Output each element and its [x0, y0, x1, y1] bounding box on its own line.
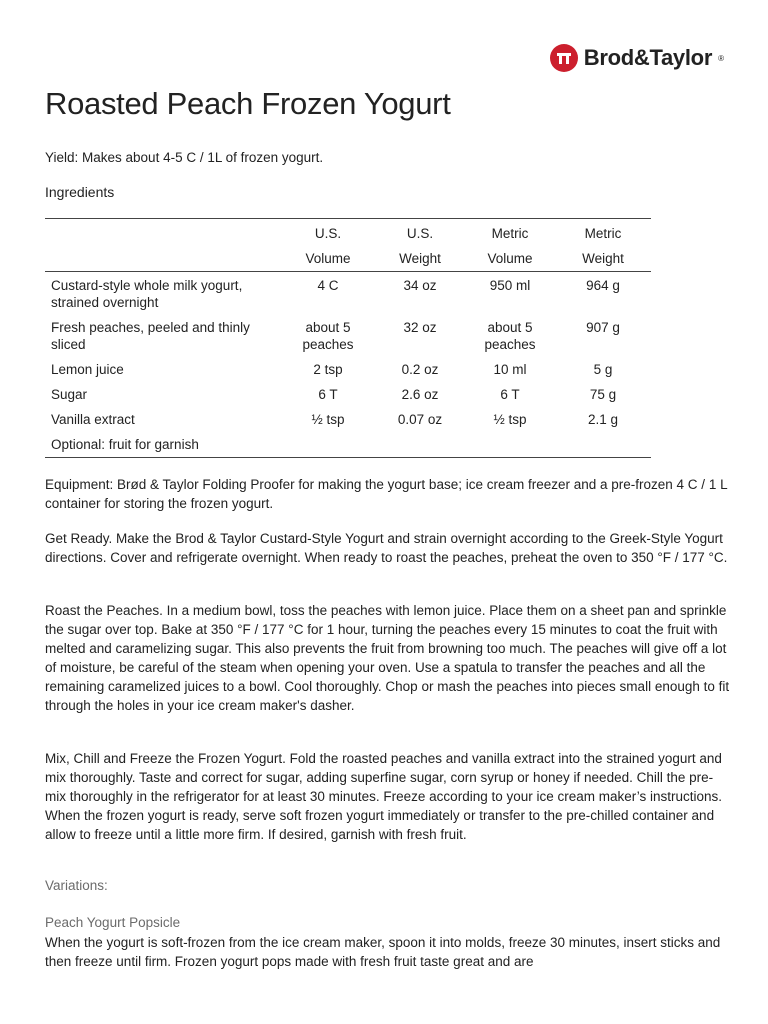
mix-paragraph: Mix, Chill and Freeze the Frozen Yogurt. Fold the roasted peaches and vanilla extract into the strained yogurt and mix thoroughly. Taste and correct for sugar, adding superfine sugar, corn syrup or honey if needed. Chill the pre-mix thoroughly in the refrigerator for at least 30 minutes. Freeze according to your ice cream maker’s instructions. When the frozen yogurt is ready, serve soft frozen yogurt immediately or transfer to the pre-chilled container and allow to freeze until a little more firm. If desired, garnish with fresh fruit. — [45, 751, 723, 842]
table-header-row-bottom — [45, 246, 651, 272]
brand-mark-icon — [550, 44, 578, 72]
us-weight-cell: 0.2 oz — [401, 362, 439, 377]
metric-volume-cell: 6 T — [500, 387, 520, 402]
us-volume-cell: about 5 peaches — [302, 320, 354, 352]
ingredient-name: Sugar — [51, 387, 88, 402]
equipment-paragraph: Equipment: Brød & Taylor Folding Proofer for making the yogurt base; ice cream freezer and a pre-frozen 4 C / 1 L container for storing the frozen yogurt. — [45, 477, 728, 511]
table-row — [45, 407, 651, 432]
table-header-row-top — [45, 219, 651, 247]
yield-text: Yield: Makes about 4-5 C / 1L of frozen yogurt. — [45, 150, 324, 165]
ingredient-name: Vanilla extract — [51, 412, 135, 427]
column-header: U.S. — [406, 226, 434, 241]
column-header: Metric — [491, 226, 529, 241]
ingredient-name: Optional: fruit for garnish — [51, 437, 199, 452]
table-row — [45, 315, 651, 357]
registered-mark: ® — [718, 53, 724, 63]
metric-weight-cell: 964 g — [586, 278, 620, 293]
roast-paragraph: Roast the Peaches. In a medium bowl, toss the peaches with lemon juice. Place them on a sheet pan and sprinkle the sugar over top. Bake at 350 °F / 177 °C for 1 hour, turning the peaches every 15 minutes to coat the fruit with melted and caramelizing sugar. This also prevents the fruit from browning too much. The peaches will give off a lot of moisture, be careful of the steam when opening your oven. Use a spatula to transfer the peaches and all the remaining caramelized juices to a bowl. Cool thoroughly. Chop or mash the peaches into pieces small enough to fit through the holes in your ice cream maker's dasher. — [45, 603, 730, 713]
us-volume-cell: 4 C — [317, 278, 339, 293]
ingredient-name: Custard-style whole milk yogurt, strained overnight — [51, 278, 243, 310]
us-weight-cell: 2.6 oz — [401, 387, 439, 402]
metric-weight-cell: 5 g — [593, 362, 613, 377]
page-title: Roasted Peach Frozen Yogurt — [45, 86, 451, 121]
popsicle-heading: Peach Yogurt Popsicle — [45, 915, 181, 930]
table-row — [45, 382, 651, 407]
metric-volume-cell: about 5 peaches — [484, 320, 536, 352]
column-header: Volume — [465, 246, 555, 272]
column-header: Weight — [555, 246, 651, 272]
metric-volume-cell: ½ tsp — [493, 412, 527, 427]
popsicle-paragraph: When the yogurt is soft-frozen from the ice cream maker, spoon it into molds, freeze 30 minutes, insert sticks and then freeze until firm. Frozen yogurt pops made with fresh fruit taste great and are — [45, 935, 721, 969]
us-volume-cell: ½ tsp — [311, 412, 345, 427]
metric-volume-cell: 950 ml — [489, 278, 531, 293]
us-volume-cell: 6 T — [318, 387, 338, 402]
brand-name: Brod&Taylor — [583, 45, 713, 70]
table-row — [45, 357, 651, 382]
variations-heading: Variations: — [45, 878, 108, 893]
ingredients-table — [45, 218, 651, 458]
get-ready-paragraph: Get Ready. Make the Brod & Taylor Custard-Style Yogurt and strain overnight according to the Greek-Style Yogurt directions. Cover and refrigerate overnight. When ready to roast the peaches, preheat the oven to 350 °F / 177 °C. — [45, 531, 728, 565]
metric-weight-cell: 907 g — [586, 320, 620, 335]
ingredient-name: Lemon juice — [51, 362, 124, 377]
metric-weight-cell: 2.1 g — [587, 412, 619, 427]
table-row — [45, 272, 651, 316]
us-weight-cell: 32 oz — [403, 320, 437, 335]
ingredient-name: Fresh peaches, peeled and thinly sliced — [51, 320, 250, 352]
metric-volume-cell: 10 ml — [493, 362, 527, 377]
us-weight-cell: 0.07 oz — [397, 412, 443, 427]
column-header: Weight — [375, 246, 465, 272]
us-weight-cell: 34 oz — [403, 278, 437, 293]
table-row — [45, 432, 651, 458]
column-header: Volume — [281, 246, 375, 272]
ingredients-heading: Ingredients — [45, 184, 115, 200]
column-header: U.S. — [314, 226, 342, 241]
column-header: Metric — [584, 226, 622, 241]
metric-weight-cell: 75 g — [589, 387, 617, 402]
us-volume-cell: 2 tsp — [313, 362, 343, 377]
brand-logo — [550, 44, 724, 72]
